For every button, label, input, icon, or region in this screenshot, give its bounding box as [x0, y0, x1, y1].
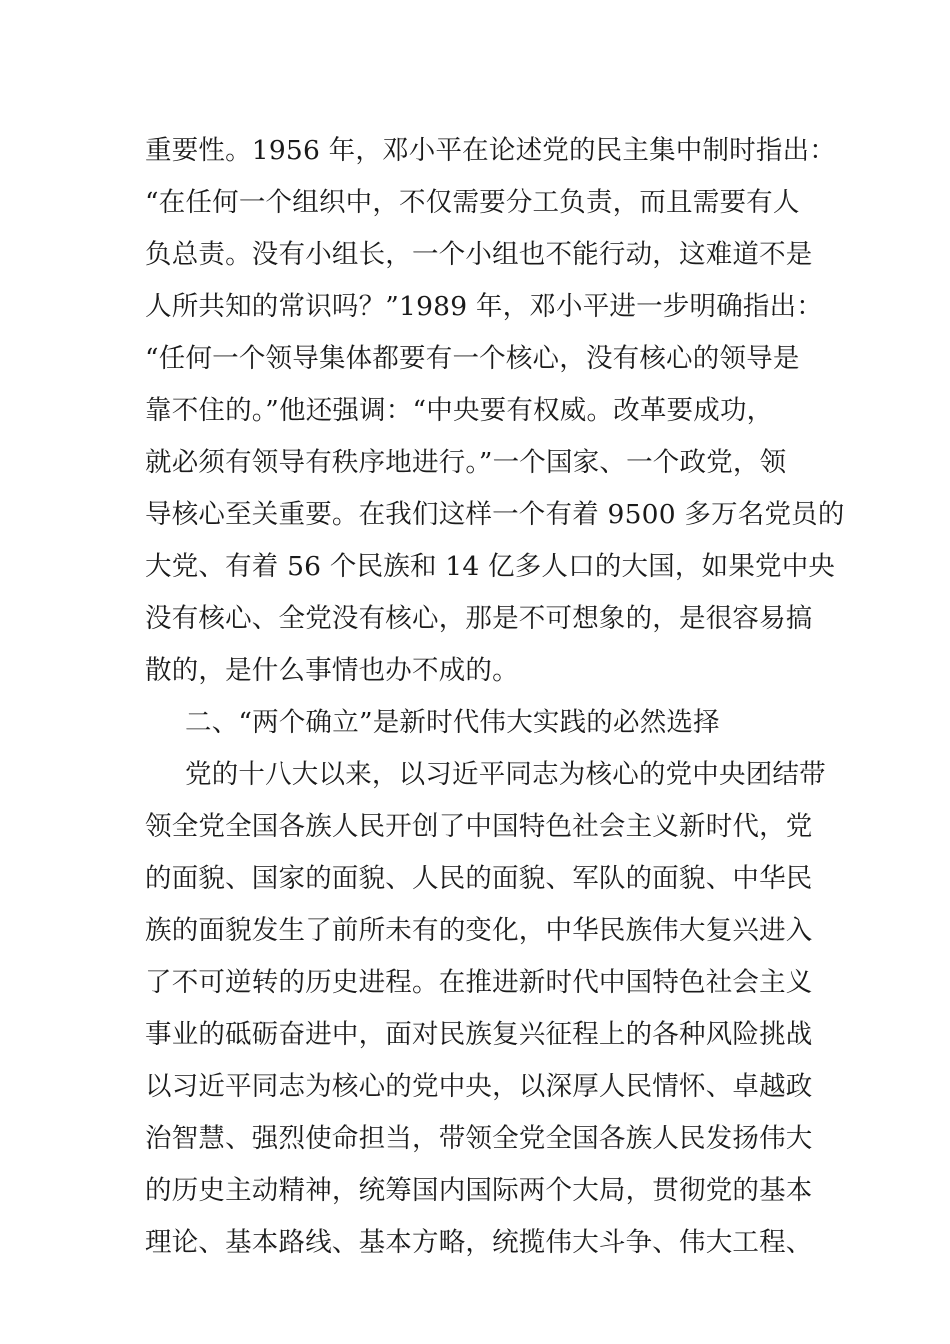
section-heading: 二、“两个确立”是新时代伟大实践的必然选择 [185, 707, 720, 738]
text-line: 就必须有领导有秩序地进行。”一个国家、一个政党，领 [145, 447, 787, 478]
text-line: 散的，是什么事情也办不成的。 [145, 655, 519, 686]
text-line: 没有核心、全党没有核心，那是不可想象的，是很容易搞 [145, 603, 813, 634]
text-line: 大党、有着 56 个民族和 14 亿多人口的大国，如果党中央 [145, 551, 836, 582]
text-line: 了不可逆转的历史进程。在推进新时代中国特色社会主义 [145, 967, 813, 998]
text-line: 靠不住的。”他还强调：“中央要有权威。改革要成功， [145, 395, 774, 426]
text-line: 以习近平同志为核心的党中央，以深厚人民情怀、卓越政 [145, 1071, 813, 1102]
text-line: 人所共知的常识吗？”1989 年，邓小平进一步明确指出： [145, 291, 824, 322]
text-line: 负总责。没有小组长，一个小组也不能行动，这难道不是 [145, 239, 813, 270]
text-line: 领全党全国各族人民开创了中国特色社会主义新时代，党 [145, 811, 813, 842]
text-line: 事业的砥砺奋进中，面对民族复兴征程上的各种风险挑战 [145, 1019, 813, 1050]
text-line: 治智慧、强烈使命担当，带领全党全国各族人民发扬伟大 [145, 1123, 813, 1154]
text-line: 族的面貌发生了前所未有的变化，中华民族伟大复兴进入 [145, 915, 813, 946]
text-line: “任何一个领导集体都要有一个核心，没有核心的领导是 [145, 343, 800, 374]
text-line: “在任何一个组织中，不仅需要分工负责，而且需要有人 [145, 187, 800, 218]
text-line: 党的十八大以来，以习近平同志为核心的党中央团结带 [185, 759, 826, 790]
text-line: 的历史主动精神，统筹国内国际两个大局，贯彻党的基本 [145, 1175, 813, 1206]
text-line: 的面貌、国家的面貌、人民的面貌、军队的面貌、中华民 [145, 863, 813, 894]
text-line: 导核心至关重要。在我们这样一个有着 9500 多万名党员的 [145, 499, 845, 530]
text-line: 理论、基本路线、基本方略，统揽伟大斗争、伟大工程、 [145, 1227, 813, 1258]
text-line: 重要性。1956 年，邓小平在论述党的民主集中制时指出： [145, 135, 836, 166]
